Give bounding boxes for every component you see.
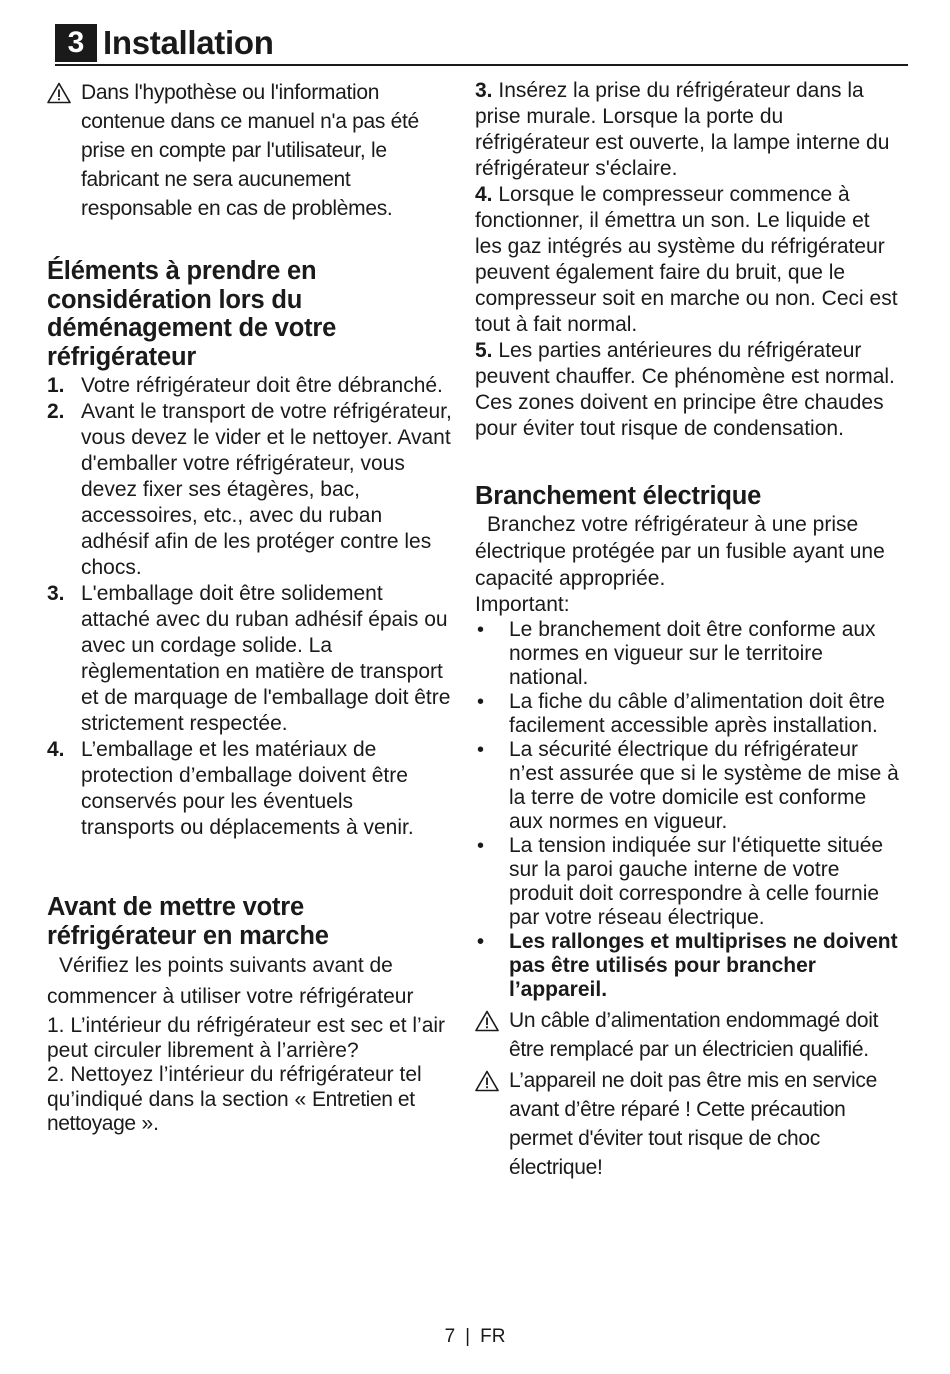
page-number: 7 — [444, 1326, 456, 1347]
before-intro: Vérifiez les points suivants avant de commencer à utiliser votre réfrigérateur — [47, 954, 414, 1008]
electric-heading: Branchement électrique — [475, 482, 762, 510]
left-column — [47, 78, 452, 1137]
link-entretien-nettoyage[interactable]: Entretien et nettoyage — [47, 1087, 415, 1135]
list-item: 3. L'emballage doit être solidement attaché avec du ruban adhésif épais ou avec un cordage solide. La règlementation en matière de transport et de marquage de l'emballage doit être strictement respectée. — [47, 582, 451, 735]
list-item: • Le branchement doit être conforme aux normes en vigueur sur le territoire national. — [477, 617, 876, 689]
before-heading: Avant de mettre votre réfrigérateur en marche — [47, 893, 329, 950]
step-4: 4. Lorsque le compresseur commence à fonctionner, il émettra un son. Le liquide et les gaz intégrés au système du réfrigérateur peuvent également faire du bruit, que le compresseur soit en marche ou non. Ceci est tout à fait normal. — [475, 183, 898, 336]
warning-intro-text: Dans l'hypothèse ou l'information contenue dans ce manuel n'a pas été prise en compte par l'utilisateur, le fabricant ne sera aucunement responsable en cas de problèmes. — [81, 81, 419, 220]
warning-cable — [475, 1006, 900, 1064]
electric-bullets — [475, 618, 900, 1002]
warning-repair — [475, 1066, 900, 1182]
list-item: • Les rallonges et multiprises ne doivent pas être utilisés pour brancher l’appareil. — [477, 929, 898, 1001]
language-code: FR — [480, 1326, 506, 1347]
step-3: 3. Insérez la prise du réfrigérateur dans la prise murale. Lorsque la porte du réfrigérateur est ouverte, la lampe interne du réfrigérateur s'éclaire. — [475, 79, 890, 180]
step-5: 5. Les parties antérieures du réfrigérateur peuvent chauffer. Ce phénomène est normal. Ces zones doivent en principe être chaudes pour éviter tout risque de condensation. — [475, 339, 895, 440]
list-item: • La tension indiquée sur l'étiquette située sur la paroi gauche interne de votre produit doit correspondre à celle fournie par votre réseau électrique. — [477, 833, 884, 929]
before-item-2: 2. Nettoyez l’intérieur du réfrigérateur tel qu’indiqué dans la section « Entretien et nettoyage ». — [47, 1063, 422, 1135]
list-item: 1. Votre réfrigérateur doit être débranché. — [47, 374, 443, 397]
warning-triangle-icon — [475, 1070, 499, 1092]
before-item-1: 1. L’intérieur du réfrigérateur est sec et l’air peut circuler librement à l’arrière? — [47, 1014, 446, 1062]
page-footer — [0, 1326, 950, 1348]
warning-triangle-icon — [47, 82, 71, 104]
chapter-number: 3 — [55, 24, 97, 62]
warning-repair-text: L’appareil ne doit pas être mis en service avant d’être réparé ! Cette précaution permet d'éviter tout risque de choc électrique! — [509, 1068, 877, 1179]
chapter-title: Installation — [103, 24, 274, 61]
footer-separator: | — [465, 1326, 471, 1347]
warning-triangle-icon — [475, 1010, 499, 1032]
list-item: • La sécurité électrique du réfrigérateur n’est assurée que si le système de mise à la terre de votre domicile est conforme aux normes en vigueur. — [477, 737, 899, 833]
moving-heading: Éléments à prendre en considération lors du déménagement de votre réfrigérateur — [47, 257, 337, 371]
right-column — [475, 78, 900, 1182]
list-item: 4. L’emballage et les matériaux de protection d’emballage doivent être conservés pour les éventuels transports ou déplacements à venir. — [47, 738, 414, 839]
chapter-header — [55, 22, 908, 66]
list-item: 2. Avant le transport de votre réfrigérateur, vous devez le vider et le nettoyer. Avant d'emballer votre réfrigérateur, vous devez fixer ses étagères, bac, accessoires, etc., avec du ruban adhésif afin de les protéger contre les chocs. — [47, 400, 452, 579]
list-item: • La fiche du câble d’alimentation doit être facilement accessible après installation. — [477, 689, 885, 737]
important-label: Important: — [475, 592, 570, 616]
electric-intro: Branchez votre réfrigérateur à une prise électrique protégée par un fusible ayant une capacité appropriée. — [475, 512, 885, 590]
warning-intro — [47, 78, 452, 223]
moving-list — [47, 373, 452, 841]
warning-cable-text: Un câble d’alimentation endommagé doit être remplacé par un électricien qualifié. — [509, 1008, 879, 1061]
